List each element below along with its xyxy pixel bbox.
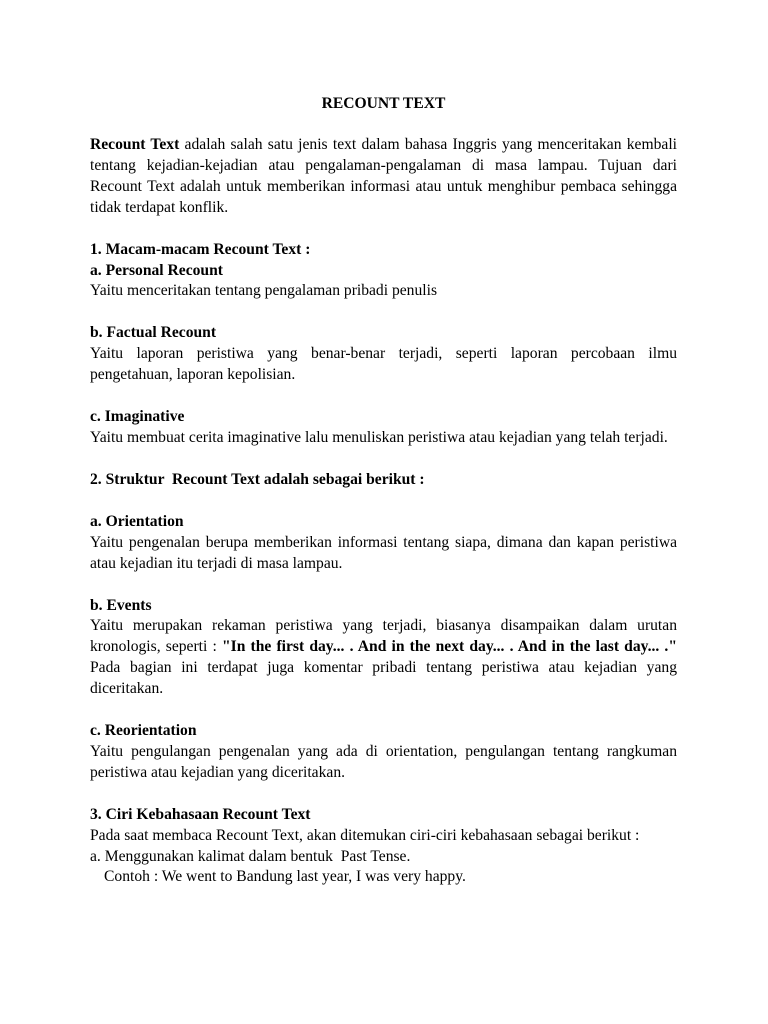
events-text-before: Yaitu merupakan rekaman peristiwa yang terjadi, biasanya disampaikan dalam urutan kronologis, seperti : <box>90 617 677 656</box>
imaginative-text: Yaitu membuat cerita imaginative lalu menuliskan peristiwa atau kejadian yang telah terjadi. <box>90 428 668 446</box>
section-3-example: Contoh : We went to Bandung last year, I was very happy. <box>104 868 466 886</box>
spacer <box>90 219 677 240</box>
events-text <box>90 616 677 700</box>
intro-paragraph <box>90 135 677 219</box>
imaginative-label: c. Imaginative <box>90 408 185 426</box>
personal-recount-text: Yaitu menceritakan tentang pengalaman pribadi penulis <box>90 282 438 300</box>
events-text-after: Pada bagian ini terdapat juga komentar pribadi tentang peristiwa atau kejadian yang diceritakan. <box>90 659 677 698</box>
intro-term: Recount Text <box>90 136 180 153</box>
spacer <box>90 302 677 323</box>
events-quote: "In the first day... . And in the next day... . And in the last day... ." <box>221 638 677 656</box>
page-title: RECOUNT TEXT <box>321 95 446 112</box>
spacer <box>90 575 677 596</box>
spacer <box>90 491 677 512</box>
section-1-heading: 1. Macam-macam Recount Text : <box>90 240 311 258</box>
orientation-label: a. Orientation <box>90 512 184 530</box>
events-label: b. Events <box>90 596 152 614</box>
spacer <box>90 700 677 721</box>
intro-text: adalah salah satu jenis text dalam bahasa Inggris yang menceritakan kembali tentang kejadian-kejadian atau pengalaman-pengalaman di masa lampau. Tujuan dari Recount Text adalah untuk memberikan informasi atau untuk menghibur pembaca sehingga tidak terdapat konflik. <box>90 136 677 216</box>
section-3-item-a: a. Menggunakan kalimat dalam bentuk Past Tense. <box>90 847 411 865</box>
factual-recount-label: b. Factual Recount <box>90 324 217 342</box>
personal-recount-label: a. Personal Recount <box>90 261 223 279</box>
spacer <box>90 386 677 407</box>
section-2-heading: 2. Struktur Recount Text adalah sebagai berikut : <box>90 470 425 488</box>
document-page <box>90 94 677 888</box>
orientation-text: Yaitu pengenalan berupa memberikan informasi tentang siapa, dimana dan kapan peristiwa atau kejadian itu terjadi di masa lampau. <box>90 533 677 572</box>
reorientation-text: Yaitu pengulangan pengenalan yang ada di orientation, pengulangan tentang rangkuman peristiwa atau kejadian yang diceritakan. <box>90 742 677 781</box>
factual-recount-text: Yaitu laporan peristiwa yang benar-benar terjadi, seperti laporan percobaan ilmu pengetahuan, laporan kepolisian. <box>90 345 677 384</box>
section-3-heading: 3. Ciri Kebahasaan Recount Text <box>90 805 311 823</box>
spacer <box>90 449 677 470</box>
spacer <box>90 784 677 805</box>
section-3-intro: Pada saat membaca Recount Text, akan ditemukan ciri-ciri kebahasaan sebagai berikut : <box>90 826 640 844</box>
reorientation-label: c. Reorientation <box>90 722 197 740</box>
